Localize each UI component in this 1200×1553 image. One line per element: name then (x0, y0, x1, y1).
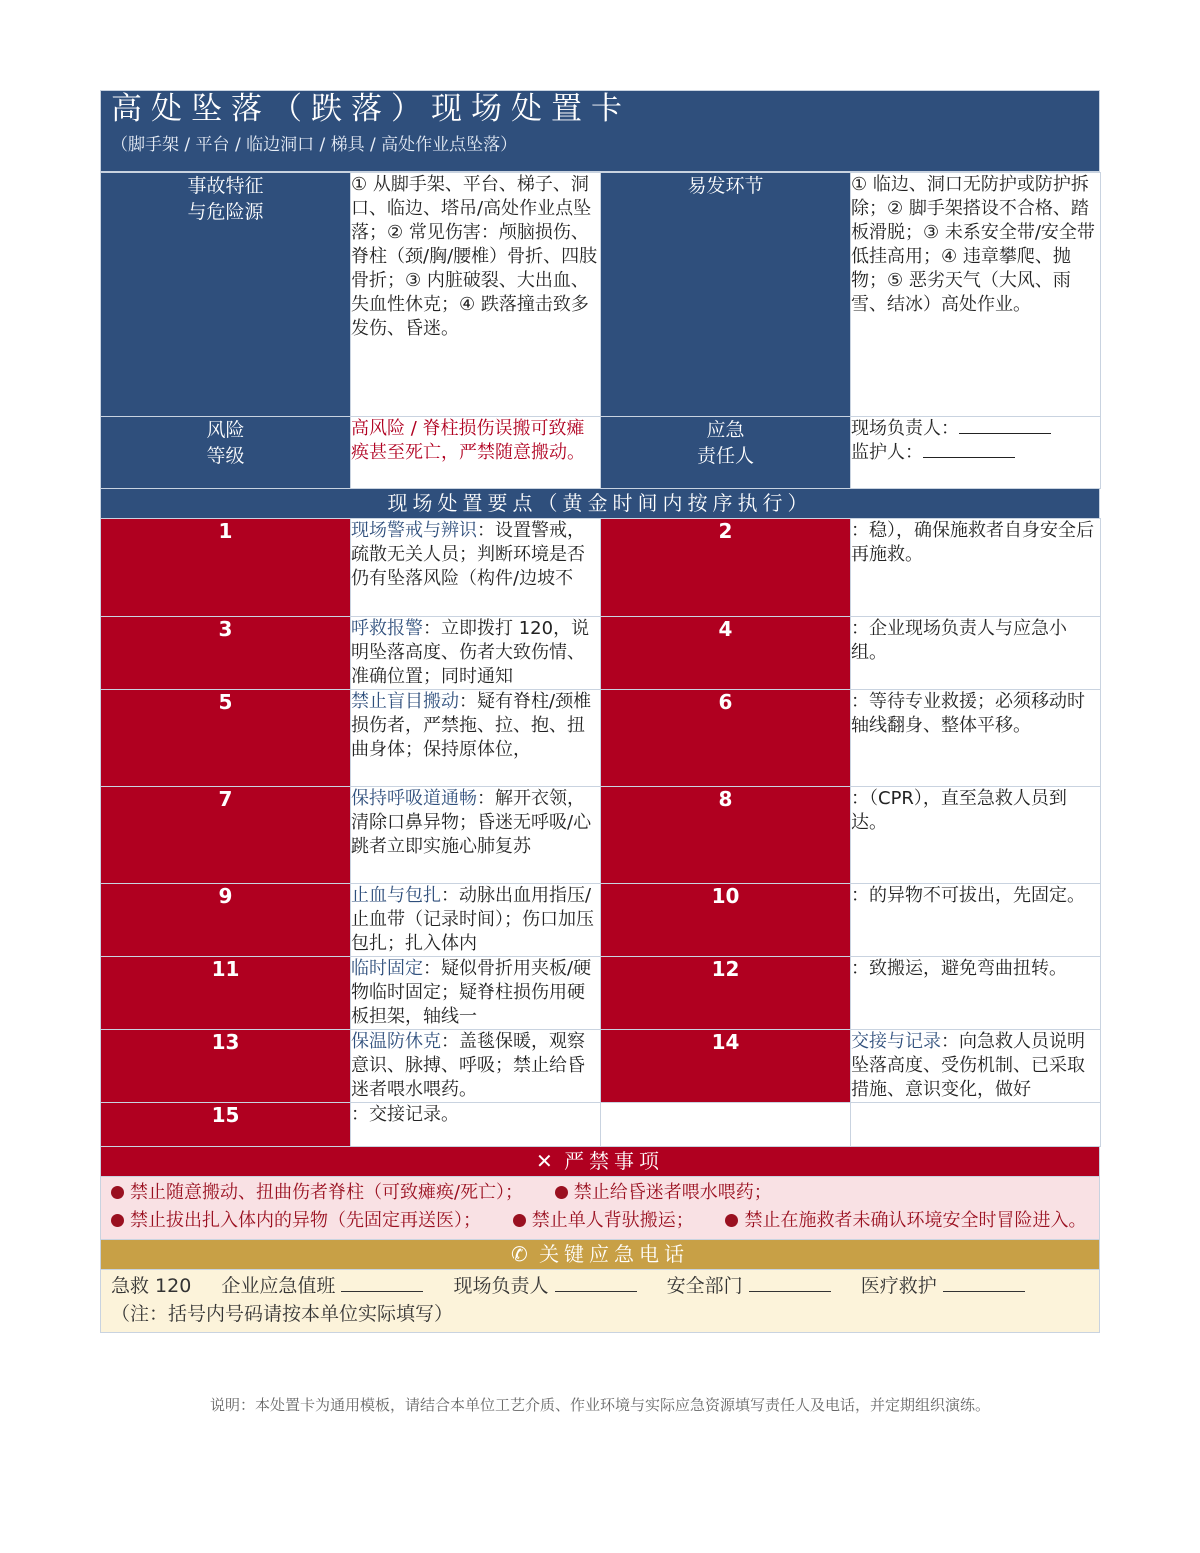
step-detail: ：致搬运，避免弯曲扭转。 (851, 958, 1067, 979)
step-detail: ：（CPR），直至急救人员到达。 (851, 788, 1067, 833)
bullet-dot-icon (111, 1186, 124, 1199)
bullet-dot-icon (111, 1214, 124, 1227)
step-number: 11 (101, 957, 351, 1030)
resp-site-label: 现场负责人： (851, 418, 959, 439)
page-subtitle: （脚手架 / 平台 / 临边洞口 / 梯具 / 高处作业点坠落） (111, 135, 518, 155)
step-number: 15 (101, 1103, 351, 1147)
info-table (100, 172, 1101, 489)
phone-site-label: 现场负责人 (453, 1275, 549, 1297)
phone-safety (667, 1275, 831, 1297)
step-key: 保温防休克 (351, 1031, 441, 1052)
phone-line (111, 1272, 1089, 1300)
footer-note: 说明：本处置卡为通用模板，请结合本单位工艺介质、作业环境与实际应急资源填写责任人及电话，并定期组织演练。 (209, 1396, 990, 1414)
phone-emergency: 急救 120 (111, 1275, 192, 1297)
step-number: 10 (601, 884, 851, 957)
step-key: 止血与包扎 (351, 885, 441, 906)
step-number: 8 (601, 787, 851, 884)
resp-monitor-blank[interactable] (923, 441, 1015, 458)
step-key: 临时固定 (351, 958, 423, 979)
step-text (851, 1030, 1101, 1103)
step-detail: ：疑有脊柱/颈椎损伤者，严禁拖、拉、抱、扭曲身体；保持原体位， (351, 691, 592, 760)
step-number: 7 (101, 787, 351, 884)
resp-text (851, 417, 1101, 489)
empty-cell (851, 1103, 1101, 1147)
resp-monitor-label: 监护人： (851, 442, 923, 463)
phone-medical-label: 医疗救护 (860, 1275, 937, 1297)
step-number: 6 (601, 690, 851, 787)
forbid-item (513, 1210, 694, 1231)
x-icon: ✕ (535, 1149, 553, 1173)
step-number: 9 (101, 884, 351, 957)
step-detail: ：疑似骨折用夹板/硬物临时固定；疑脊柱损伤用硬板担架，轴线一 (351, 958, 592, 1027)
step-number: 12 (601, 957, 851, 1030)
feature-label-line2: 与危险源 (187, 201, 264, 223)
step-detail: ：交接记录。 (351, 1104, 459, 1125)
step-text (351, 787, 601, 884)
forbid-line-1 (111, 1179, 1089, 1207)
step-text (851, 884, 1101, 957)
empty-cell (601, 1103, 851, 1147)
forbid-title: 严禁事项 (564, 1149, 665, 1173)
bullet-dot-icon (513, 1214, 526, 1227)
phone-duty-blank[interactable] (341, 1273, 423, 1292)
step-number: 3 (101, 617, 351, 690)
step-number: 2 (601, 519, 851, 617)
card-header (100, 90, 1100, 172)
forbid-item (111, 1182, 523, 1203)
risk-text: 高风险 / 脊柱损伤误搬可致瘫痪甚至死亡，严禁随意搬动。 (351, 417, 601, 489)
step-detail: ：稳），确保施救者自身安全后再施救。 (851, 520, 1094, 565)
phone-title: 关键应急电话 (539, 1242, 690, 1266)
phone-duty (221, 1275, 423, 1297)
risk-label (101, 417, 351, 489)
resp-site-blank[interactable] (959, 417, 1051, 434)
step-detail: ：向急救人员说明坠落高度、受伤机制、已采取措施、意识变化，做好 (851, 1031, 1085, 1100)
forbid-title-band (100, 1147, 1100, 1176)
step-text (351, 957, 601, 1030)
resp-site (851, 417, 1100, 441)
step-key: 呼救报警 (351, 618, 423, 639)
resp-monitor (851, 441, 1100, 465)
bullet-dot-icon (555, 1186, 568, 1199)
step-number: 4 (601, 617, 851, 690)
forbid-item-text: 禁止给昏迷者喂水喂药； (573, 1182, 772, 1203)
phone-medical (861, 1275, 1025, 1297)
resp-label-line1: 应急 (706, 419, 745, 441)
step-text (851, 617, 1101, 690)
step-detail: ：企业现场负责人与应急小组。 (851, 618, 1067, 663)
phone-safety-blank[interactable] (749, 1273, 831, 1292)
feature-label-line1: 事故特征 (187, 175, 264, 197)
step-detail: ：立即拨打 120，说明坠落高度、伤者大致伤情、准确位置；同时通知 (351, 618, 590, 687)
phone-icon: ✆ (510, 1242, 528, 1266)
step-detail: ：等待专业救援；必须移动时轴线翻身、整体平移。 (851, 691, 1085, 736)
step-key: 禁止盲目搬动 (351, 691, 459, 712)
forbid-item (725, 1210, 1086, 1231)
phone-list (100, 1269, 1100, 1333)
step-text (851, 519, 1101, 617)
phone-note: （注：括号内号码请按本单位实际填写） (111, 1303, 454, 1325)
bullet-dot-icon (725, 1214, 738, 1227)
forbid-list (100, 1176, 1100, 1240)
step-detail: ：的异物不可拔出，先固定。 (851, 885, 1085, 906)
step-text (351, 690, 601, 787)
feature-label (101, 173, 351, 417)
phone-title-band (100, 1240, 1100, 1269)
step-number: 5 (101, 690, 351, 787)
phone-site (453, 1275, 636, 1297)
step-text (351, 617, 601, 690)
step-detail: ：解开衣领，清除口鼻异物；昏迷无呼吸/心跳者立即实施心肺复苏 (351, 788, 592, 857)
forbid-item (555, 1182, 772, 1203)
forbid-line-2 (111, 1207, 1089, 1235)
step-detail: ：盖毯保暖，观察意识、脉搏、呼吸；禁止给昏迷者喂水喂药。 (351, 1031, 585, 1100)
forbid-item-text: 禁止拔出扎入体内的异物（先固定再送医）； (130, 1210, 481, 1231)
step-text (851, 787, 1101, 884)
feature-text: ① 从脚手架、平台、梯子、洞口、临边、塔吊/高处作业点坠落；② 常见伤害：颅脑损伤、脊柱（颈/胸/腰椎）骨折、四肢骨折；③ 内脏破裂、大出血、失血性休克；④ 跌落撞击致多发伤、昏迷。 (351, 173, 601, 417)
steps-table (100, 518, 1101, 1147)
forbid-item-text: 禁止随意搬动、扭曲伤者脊柱（可致瘫痪/死亡）； (130, 1182, 524, 1203)
step-detail: ：动脉出血用指压/止血带（记录时间）；伤口加压包扎；扎入体内 (351, 885, 594, 954)
step-text (351, 519, 601, 617)
step-key: 保持呼吸道通畅 (351, 788, 477, 809)
page-title: 高处坠落（跌落）现场处置卡 (111, 91, 631, 127)
link-text: ① 临边、洞口无防护或防护拆除；② 脚手架搭设不合格、踏板滑脱；③ 未系安全带/安全带低挂高用；④ 违章攀爬、抛物；⑤ 恶劣天气（大风、雨雪、结冰）高处作业。 (851, 173, 1101, 417)
risk-label-line2: 等级 (206, 445, 245, 467)
phone-site-blank[interactable] (555, 1273, 637, 1292)
phone-safety-label: 安全部门 (666, 1275, 743, 1297)
step-text (351, 1103, 601, 1147)
step-number: 13 (101, 1030, 351, 1103)
step-text (851, 690, 1101, 787)
disposal-card (100, 90, 1100, 1333)
forbid-item (111, 1210, 481, 1231)
resp-label (601, 417, 851, 489)
steps-title: 现场处置要点（黄金时间内按序执行） (100, 489, 1100, 518)
resp-label-line2: 责任人 (696, 445, 754, 467)
phone-duty-label: 企业应急值班 (221, 1275, 336, 1297)
forbid-item-text: 禁止在施救者未确认环境安全时冒险进入。 (744, 1210, 1087, 1231)
step-detail: ：设置警戒，疏散无关人员；判断环境是否仍有坠落风险（构件/边坡不 (351, 520, 585, 589)
step-text (351, 1030, 601, 1103)
step-number: 14 (601, 1030, 851, 1103)
forbid-item-text: 禁止单人背驮搬运； (531, 1210, 694, 1231)
step-text (851, 957, 1101, 1030)
step-key: 交接与记录 (851, 1031, 941, 1052)
step-key: 现场警戒与辨识 (351, 520, 477, 541)
step-text (351, 884, 601, 957)
phone-medical-blank[interactable] (943, 1273, 1025, 1292)
link-label: 易发环节 (601, 173, 851, 417)
step-number: 1 (101, 519, 351, 617)
risk-label-line1: 风险 (206, 419, 245, 441)
